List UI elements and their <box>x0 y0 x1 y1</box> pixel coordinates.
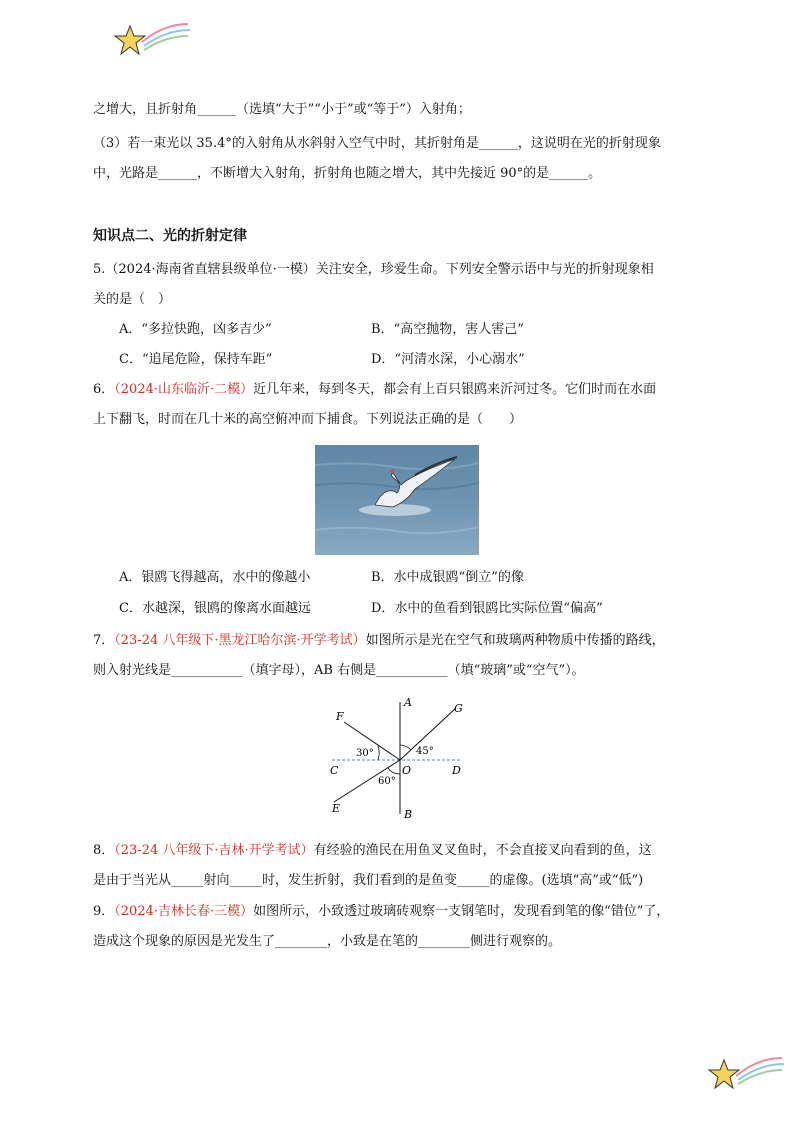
angle-label-45: 45° <box>416 746 434 757</box>
angle-label-30: 30° <box>356 748 374 759</box>
q7-number: 7． <box>93 633 115 648</box>
q7-stem-line-2: 则入射光线是___________（填字母），AB 右侧是___________（填“玻璃”或“空气”）。 <box>93 663 585 678</box>
text-line-2: （3）若一束光以 35.4°的入射角从水斜射入空气中时，其折射角是______，这说明在光的折射现象 <box>93 136 661 151</box>
seagull-photo <box>315 445 479 555</box>
text-line-3: 中，光路是______，不断增大入射角，折射角也随之增大，其中先接近 90°的是______。 <box>93 166 602 181</box>
q6-stem: 近几年来，每到冬天，都会有上百只银鸥来沂河过冬。它们时而在水面 <box>253 382 657 397</box>
q9-number: 9． <box>93 904 115 919</box>
q5-option-a: A．“多拉快跑，凶多吉少” <box>119 322 272 337</box>
q6-stem-line-2: 上下翻飞，时而在几十米的高空俯冲而下捕食。下列说法正确的是（ ） <box>93 412 523 427</box>
q6-option-d: D．水中的鱼看到银鸥比实际位置“偏高” <box>371 601 603 616</box>
q5-source: （2024·海南省直辖县级单位·一模） <box>105 262 316 277</box>
q8-stem-line-2: 是由于当光从_____射向_____时，发生折射，我们看到的是鱼变_____的虚像。(选填“高”或“低”) <box>93 873 644 888</box>
q8-number: 8． <box>93 843 115 858</box>
section-heading: 知识点二、光的折射定律 <box>93 228 247 244</box>
q5-option-c: C．“追尾危险，保持车距” <box>119 352 273 367</box>
angle-arc-45 <box>400 745 411 750</box>
q6-option-c: C．水越深，银鸥的像离水面越远 <box>119 601 311 616</box>
q9-stem: 如图所示，小致透过玻璃砖观察一支钢笔时，发现看到笔的像“错位”了， <box>253 904 670 919</box>
q5-number: 5. <box>93 262 106 277</box>
label-c: C <box>330 764 339 777</box>
text-line-1: 之增大，且折射角______（选填“大于”“小于”或“等于”）入射角； <box>93 102 471 117</box>
q5-stem: 关注安全，珍爱生命。下列安全警示语中与光的折射现象相 <box>315 262 654 277</box>
refraction-diagram <box>320 690 480 825</box>
q9-source: （2024·吉林长春·三模） <box>114 904 254 919</box>
label-e: E <box>332 802 341 815</box>
angle-label-60: 60° <box>378 776 396 787</box>
q8-source: （23-24 八年级下·吉林·开学考试） <box>114 843 314 858</box>
q5-stem-line-2: 关的是（ ） <box>93 292 172 307</box>
label-g: G <box>454 702 463 715</box>
label-b: B <box>404 808 413 821</box>
q9-stem-line-1 <box>93 903 669 921</box>
q6-stem-line-1 <box>93 381 656 399</box>
q5-stem-line-1 <box>93 261 654 279</box>
label-d: D <box>452 764 461 777</box>
q7-stem-line-1 <box>93 632 665 650</box>
q7-stem: 如图所示是光在空气和玻璃两种物质中传播的路线， <box>365 633 665 648</box>
q9-stem-line-2: 造成这个现象的原因是光发生了________，小致是在笔的________侧进行观察的。 <box>93 934 562 949</box>
label-a: A <box>404 696 412 709</box>
q8-stem-line-1 <box>93 842 652 860</box>
q5-option-d: D．“河清水深，小心溺水” <box>371 352 525 367</box>
q6-option-b: B．水中成银鸥“倒立”的像 <box>371 570 524 585</box>
q5-option-b: B．“高空抛物，害人害己” <box>371 322 524 337</box>
shooting-star-icon <box>112 18 192 62</box>
label-f: F <box>336 710 344 723</box>
q6-number: 6． <box>93 382 115 397</box>
q6-source: （2024·山东临沂·二模） <box>114 382 254 397</box>
q7-source: （23-24 八年级下·黑龙江哈尔滨·开学考试） <box>114 633 366 648</box>
shooting-star-icon-bottom <box>706 1052 786 1096</box>
q8-stem: 有经验的渔民在用鱼叉叉鱼时，不会直接叉向看到的鱼，这 <box>313 843 652 858</box>
angle-arc-30 <box>378 746 379 760</box>
label-o: O <box>402 764 412 777</box>
angle-arc-60 <box>388 768 400 774</box>
q6-option-a: A．银鸥飞得越高，水中的像越小 <box>119 570 311 585</box>
